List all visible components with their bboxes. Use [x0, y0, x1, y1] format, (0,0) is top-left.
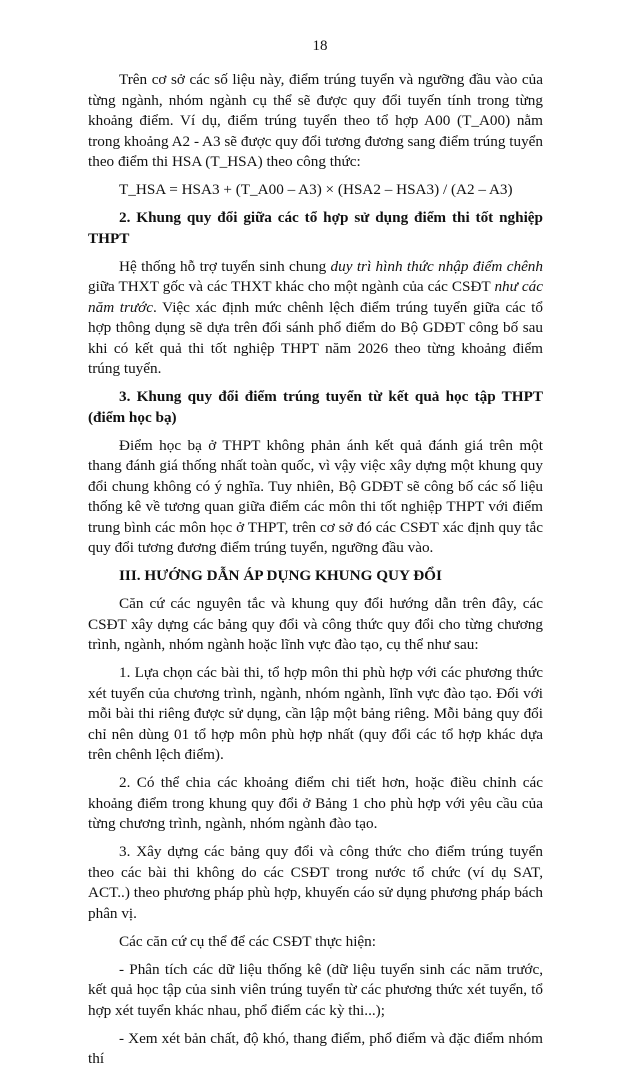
section-heading-2: 2. Khung quy đổi giữa các tổ hợp sử dụng điểm thi tốt nghiệp THPT [88, 209, 543, 247]
bullet-item-1: - Phân tích các dữ liệu thống kê (dữ liệu tuyển sinh các năm trước, kết quả học tập của sinh viên trúng tuyển từ các phương thức xét tuyển, tổ hợp xét tuyển khác nhau, phổ điểm các kỳ thi...); [88, 960, 543, 1019]
bullet-item-2: - Xem xét bản chất, độ khó, thang điểm, phổ điểm và đặc điểm nhóm thí [88, 1029, 543, 1067]
paragraph-application-intro: Căn cứ các nguyên tắc và khung quy đổi hướng dẫn trên đây, các CSĐT xây dựng các bảng quy đổi và công thức quy đổi cho từng chương trình, ngành, nhóm ngành hoặc lĩnh vực đào tạo, cụ thể như sau: [88, 595, 543, 653]
section-heading-3: 3. Khung quy đổi điểm trúng tuyển từ kết quả học tập THPT (điểm học bạ) [88, 388, 543, 426]
conversion-formula: T_HSA = HSA3 + (T_A00 – A3) × (HSA2 – HSA3) / (A2 – A3) [119, 181, 513, 198]
para-2-italic-1: duy trì hình thức nhập điểm chênh [330, 257, 543, 275]
paragraph-bases: Các căn cứ cụ thể để các CSĐT thực hiện: [119, 932, 376, 950]
page-number: 18 [312, 38, 328, 54]
paragraph-score-difference [88, 257, 543, 380]
page-body [88, 70, 543, 1070]
para-2-text-3: . Việc xác định mức chênh lệch điểm trúng tuyển giữa các tổ hợp thông dụng sẽ dựa trên đối sánh phổ điểm do Bộ GDĐT công bố sau khi có kết quả thi tốt nghiệp THPT năm 2026 theo từng khoảng điểm trúng tuyển. [88, 298, 543, 377]
para-2-italic-2: như các năm trước [88, 278, 544, 316]
list-item-3: 3. Xây dựng các bảng quy đổi và công thức cho điểm trúng tuyển theo các bài thi không do các CSĐT trong nước tổ chức (ví dụ SAT, ACT..) theo phương pháp phù hợp, khuyến cáo sử dụng phương pháp bách phân vị. [88, 843, 543, 922]
list-item-2: 2. Có thể chia các khoảng điểm chi tiết hơn, hoặc điều chỉnh các khoảng điểm trong khung quy đổi ở Bảng 1 cho phù hợp với yêu cầu của từng chương trình, ngành, nhóm ngành đào tạo. [88, 774, 543, 832]
paragraph-transcript-scores: Điểm học bạ ở THPT không phản ánh kết quả đánh giá trên một thang đánh giá thống nhất toàn quốc, vì vậy việc xây dựng một khung quy đổi chung không có ý nghĩa. Tuy nhiên, Bộ GDĐT sẽ công bố các số liệu thống kê về tương quan giữa điểm các môn thi tốt nghiệp THPT với điểm trung bình các môn học ở THPT, trên cơ sở đó các CSĐT xác định quy tắc quy đổi tương đương điểm trúng tuyển, ngưỡng đầu vào. [88, 436, 543, 556]
section-heading-iii: III. HƯỚNG DẪN ÁP DỤNG KHUNG QUY ĐỔI [119, 567, 442, 584]
para-2-text-2: giữa THXT gốc và các THXT khác cho một ngành của các CSĐT [88, 278, 495, 295]
list-item-1: 1. Lựa chọn các bài thi, tổ hợp môn thi phù hợp với các phương thức xét tuyển của chương trình, ngành, nhóm ngành, lĩnh vực đào tạo. Đối với mỗi bài thi riêng được sử dụng, cần lập một bảng riêng. Mỗi bảng quy đổi chỉ nên dùng 01 tổ hợp môn phù hợp nhất (quy đổi các tổ hợp khác dựa trên chênh lệch điểm). [88, 664, 543, 763]
paragraph-conversion-intro: Trên cơ sở các số liệu này, điểm trúng tuyển và ngưỡng đầu vào của từng ngành, nhóm ngành cụ thể sẽ được quy đổi tuyến tính trong từng khoảng điểm. Ví dụ, điểm trúng tuyển theo tổ hợp A00 (T_A00) nằm trong khoảng A2 - A3 sẽ được quy đổi tương đương sang điểm trúng tuyển theo điểm thi HSA (T_HSA) theo công thức: [88, 71, 543, 170]
para-2-text-1: Hệ thống hỗ trợ tuyển sinh chung [119, 257, 331, 275]
